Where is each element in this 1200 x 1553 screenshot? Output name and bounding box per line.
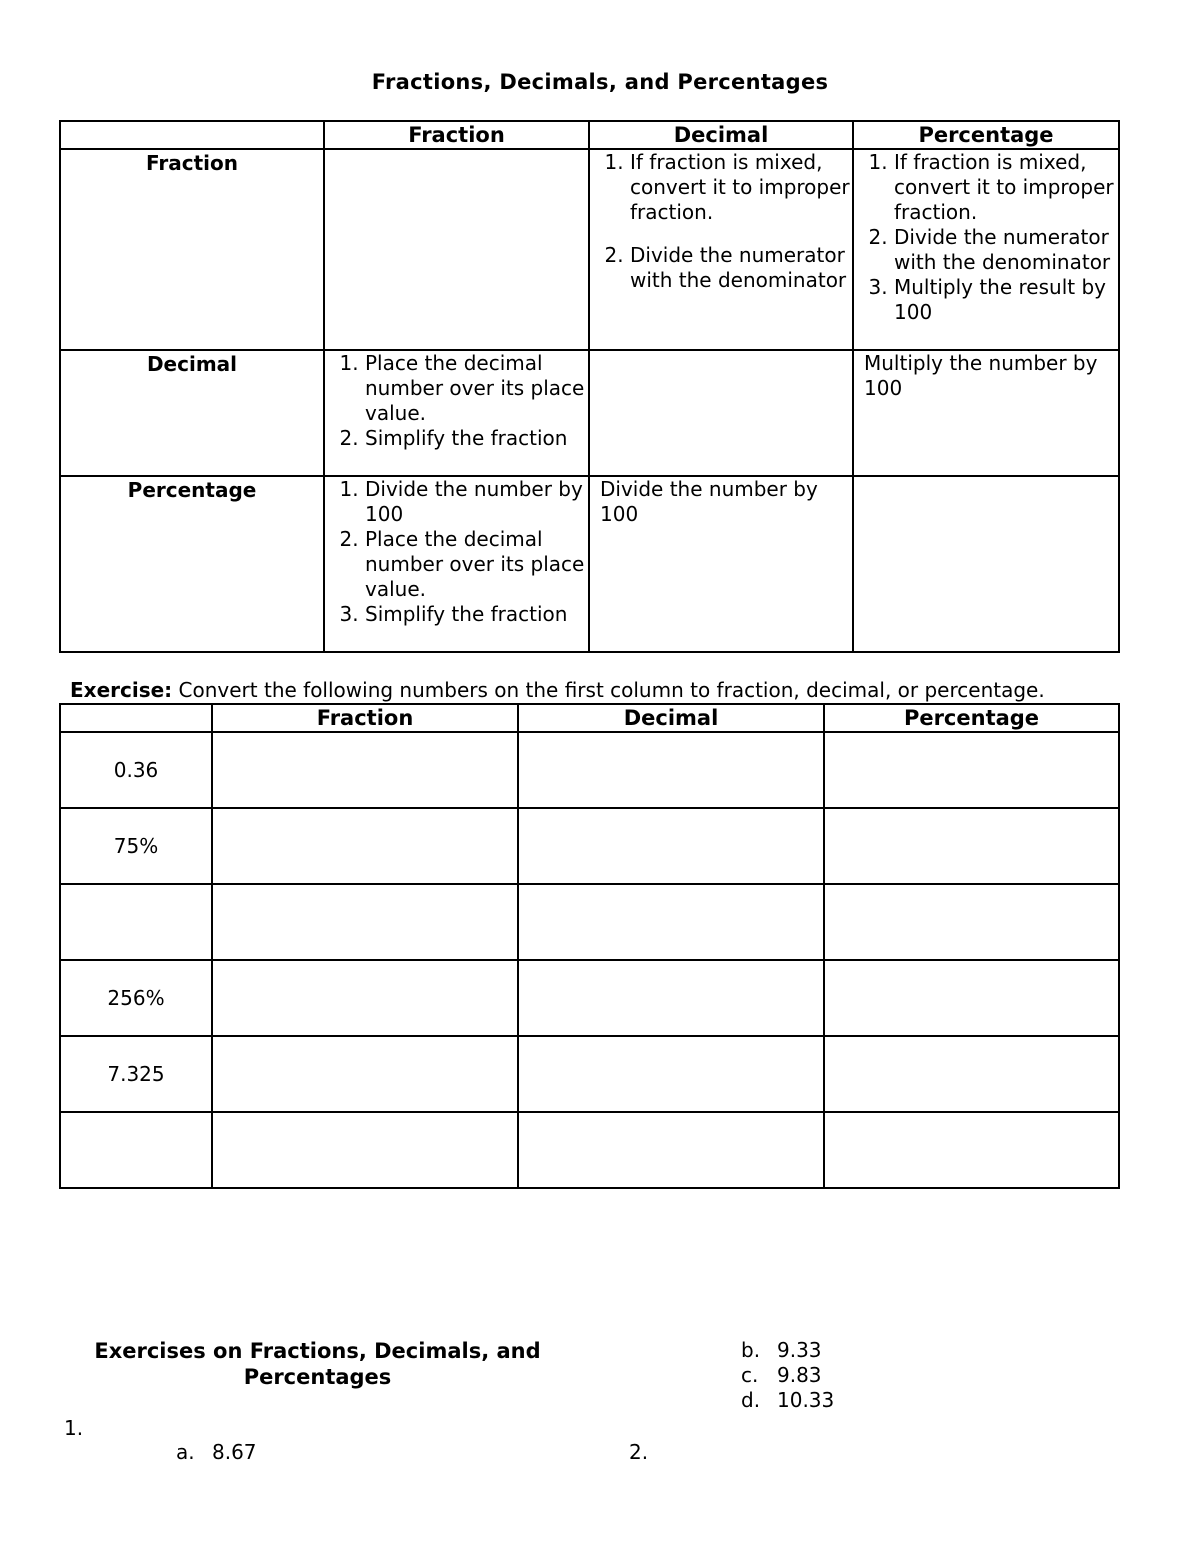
answer-decimal-cell[interactable]: [518, 808, 824, 884]
fraction-to-decimal-steps: [590, 150, 852, 293]
question-1-option-d: [741, 1388, 834, 1413]
conversion-header-decimal: Decimal: [589, 121, 853, 149]
fraction-to-percentage-steps: [854, 150, 1118, 325]
conversion-header-fraction: Fraction: [324, 121, 589, 149]
option-letter: c.: [741, 1363, 759, 1387]
answer-decimal-cell[interactable]: [518, 1112, 824, 1188]
fraction-to-decimal-cell: [589, 149, 853, 350]
option-letter: b.: [741, 1338, 761, 1362]
conversion-header-blank: [60, 121, 324, 149]
percentage-to-decimal-cell: Divide the number by 100: [589, 476, 853, 652]
answer-fraction-cell[interactable]: [212, 960, 518, 1036]
option-value: 10.33: [777, 1388, 835, 1412]
step: 2. Place the decimal number over its place value.: [365, 527, 588, 602]
page-title: Fractions, Decimals, and Percentages: [371, 70, 829, 94]
fraction-to-fraction-cell: [324, 149, 589, 350]
decimal-to-fraction-steps: [325, 351, 588, 451]
exercise-given-value: 75%: [60, 808, 212, 884]
answer-percentage-cell[interactable]: [824, 808, 1119, 884]
percentage-to-percentage-cell: [853, 476, 1119, 652]
exercise-row: [60, 884, 1119, 960]
answer-fraction-cell[interactable]: [212, 884, 518, 960]
row-label-decimal: Decimal: [60, 350, 324, 476]
conversion-row-percentage: [60, 476, 1119, 652]
exercise-given-value: 7.325: [60, 1036, 212, 1112]
option-value: 9.33: [777, 1338, 822, 1362]
row-label-fraction: Fraction: [60, 149, 324, 350]
answer-percentage-cell[interactable]: [824, 884, 1119, 960]
row-label-percentage: Percentage: [60, 476, 324, 652]
step: 3. Simplify the fraction: [365, 602, 588, 627]
decimal-to-decimal-cell: [589, 350, 853, 476]
option-value: 8.67: [212, 1440, 257, 1464]
answer-percentage-cell[interactable]: [824, 960, 1119, 1036]
answer-percentage-cell[interactable]: [824, 1036, 1119, 1112]
question-2-number: 2.: [629, 1440, 649, 1464]
option-letter: a.: [176, 1440, 195, 1464]
option-value: 9.83: [777, 1363, 822, 1387]
answer-decimal-cell[interactable]: [518, 960, 824, 1036]
exercise-header-decimal: Decimal: [518, 704, 824, 732]
step: 2. Simplify the fraction: [365, 426, 588, 451]
answer-percentage-cell[interactable]: [824, 1112, 1119, 1188]
answer-decimal-cell[interactable]: [518, 732, 824, 808]
question-1-option-b: [741, 1338, 822, 1363]
exercises-title-line1: Exercises on Fractions, Decimals, and: [94, 1339, 541, 1363]
conversion-row-decimal: [60, 350, 1119, 476]
exercise-row: [60, 1112, 1119, 1188]
exercise-given-value: 256%: [60, 960, 212, 1036]
question-1-option-c: [741, 1363, 822, 1388]
conversion-header-percentage: Percentage: [853, 121, 1119, 149]
answer-decimal-cell[interactable]: [518, 884, 824, 960]
answer-fraction-cell[interactable]: [212, 732, 518, 808]
percentage-to-fraction-cell: [324, 476, 589, 652]
question-1-option-a: [176, 1440, 257, 1465]
decimal-to-fraction-cell: [324, 350, 589, 476]
step: 1. Divide the number by 100: [365, 477, 588, 527]
exercise-instruction-text: Convert the following numbers on the first column to fraction, decimal, or percentage.: [178, 678, 1045, 702]
exercise-row: [60, 732, 1119, 808]
exercise-header-percentage: Percentage: [824, 704, 1119, 732]
answer-fraction-cell[interactable]: [212, 808, 518, 884]
step: 1. If fraction is mixed, convert it to improper fraction.: [630, 150, 852, 225]
exercise-given-value: [60, 1112, 212, 1188]
exercise-table: [59, 703, 1120, 1189]
exercise-label: Exercise:: [70, 678, 173, 702]
exercise-row: [60, 808, 1119, 884]
question-1-number: 1.: [64, 1416, 84, 1440]
step: 2. Divide the numerator with the denominator: [894, 225, 1118, 275]
answer-percentage-cell[interactable]: [824, 732, 1119, 808]
exercise-row: [60, 1036, 1119, 1112]
exercise-instruction: [70, 678, 1045, 702]
exercises-title-line2: Percentages: [243, 1365, 392, 1389]
fraction-to-percentage-cell: [853, 149, 1119, 350]
percentage-to-fraction-steps: [325, 477, 588, 627]
step: 2. Divide the numerator with the denominator: [630, 243, 852, 293]
exercise-row: [60, 960, 1119, 1036]
exercise-header-blank: [60, 704, 212, 732]
exercises-section-title: [60, 1338, 575, 1390]
conversion-header-row: [60, 121, 1119, 149]
exercise-given-value: 0.36: [60, 732, 212, 808]
step: 3. Multiply the result by 100: [894, 275, 1118, 325]
answer-fraction-cell[interactable]: [212, 1036, 518, 1112]
answer-fraction-cell[interactable]: [212, 1112, 518, 1188]
exercise-header-row: [60, 704, 1119, 732]
answer-decimal-cell[interactable]: [518, 1036, 824, 1112]
step: 1. Place the decimal number over its place value.: [365, 351, 588, 426]
step: 1. If fraction is mixed, convert it to improper fraction.: [894, 150, 1118, 225]
decimal-to-percentage-cell: Multiply the number by 100: [853, 350, 1119, 476]
conversion-row-fraction: [60, 149, 1119, 350]
exercise-given-value: [60, 884, 212, 960]
option-letter: d.: [741, 1388, 761, 1412]
exercise-header-fraction: Fraction: [212, 704, 518, 732]
conversion-table: [59, 120, 1120, 653]
